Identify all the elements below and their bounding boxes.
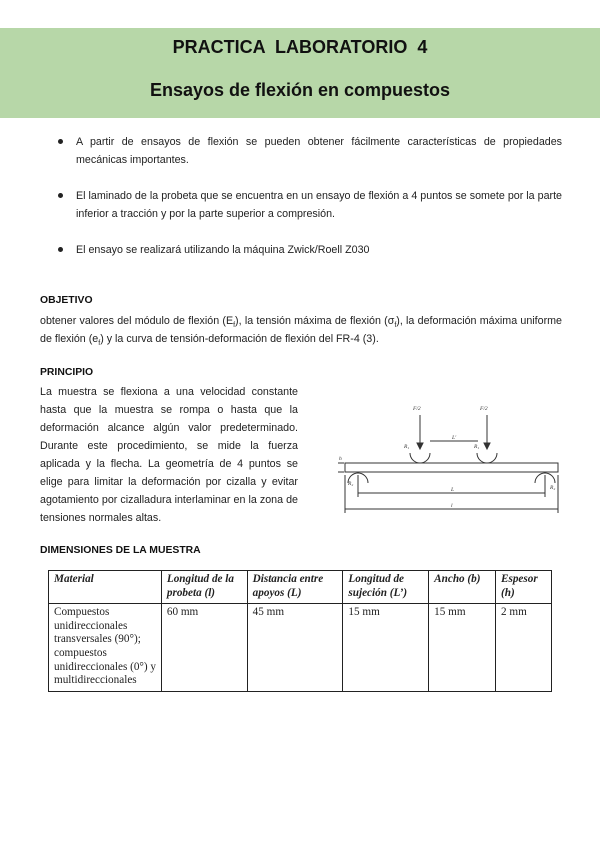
- table-cell: Compuestos unidireccionales transversales (90°); compuestos unidireccionales (0°) y multidireccionales: [49, 604, 162, 692]
- table-cell: 60 mm: [161, 604, 247, 692]
- span-label: L: [451, 487, 455, 493]
- bullet-icon: [58, 193, 63, 198]
- table-cell: 15 mm: [429, 604, 496, 692]
- col-header: Longitud de la probeta (l): [161, 571, 247, 604]
- principio-text: La muestra se flexiona a una velocidad constante hasta que la muestra se rompa o hasta que la deformación alcance algún valor predeterminado. Durante este procedimiento, se mide la fuerza aplicada y la flecha. La geometría de 4 puntos se elige para limitar la deformación por cizalla y evitar agotamiento por cizalladura interlaminar en la zona de tensiones normales altas.: [40, 386, 298, 524]
- load-label-left: F/2: [413, 406, 421, 412]
- bullet-icon: [58, 139, 63, 144]
- loading-nose-left: [410, 453, 430, 463]
- bullet-text: El ensayo se realizará utilizando la máquina Zwick/Roell Z030: [76, 244, 370, 256]
- principio-heading: PRINCIPIO: [40, 367, 94, 378]
- radius-label-right: R₁: [474, 444, 480, 450]
- length-label: l: [451, 503, 453, 509]
- support-radius-label-left: R₂: [348, 481, 354, 487]
- thickness-label: h: [339, 456, 342, 462]
- load-arrowhead-left: [417, 443, 423, 449]
- loading-nose-right: [477, 453, 497, 463]
- support-radius-label-right: R₂: [550, 485, 556, 491]
- load-arrowhead-right: [484, 443, 490, 449]
- list-item: [55, 133, 562, 169]
- list-item: [55, 241, 562, 259]
- page-title: PRACTICA LABORATORIO 4: [172, 37, 428, 57]
- bullet-text: El laminado de la probeta que se encuentra en un ensayo de flexión a 4 puntos se somete por la parte inferior a tracción y por la parte superior a compresión.: [76, 190, 562, 220]
- col-header: Espesor (h): [496, 571, 552, 604]
- title-banner: [0, 28, 600, 118]
- page-subtitle: Ensayos de flexión en compuestos: [149, 80, 451, 100]
- objetivo-heading: OBJETIVO: [40, 295, 93, 306]
- intro-bullet-list: [55, 133, 562, 277]
- bullet-icon: [58, 247, 63, 252]
- span-inner-label: L': [452, 435, 457, 441]
- objetivo-text: obtener valores del módulo de flexión $(E_f)$, la tensión máxima de flexión $(\sigma_f)$, la deformación máxima uniforme de flexión $(e_f)$ y la curva de tensión-deformación de flexión del FR-4 (3).: [40, 315, 562, 348]
- table-header-row: [49, 571, 552, 604]
- list-item: [55, 187, 562, 223]
- bullet-text: A partir de ensayos de flexión se pueden obtener fácilmente características de propiedades mecánicas importantes.: [76, 136, 562, 166]
- specimen-beam: [345, 463, 558, 472]
- dimensions-table: [48, 570, 552, 692]
- four-point-bending-diagram: [340, 397, 565, 517]
- dimensiones-heading: DIMENSIONES DE LA MUESTRA: [40, 545, 201, 556]
- col-header: Material: [49, 571, 162, 604]
- col-header: Ancho (b): [429, 571, 496, 604]
- table-cell: 2 mm: [496, 604, 552, 692]
- load-label-right: F/2: [480, 406, 488, 412]
- col-header: Distancia entre apoyos (L): [247, 571, 343, 604]
- table-cell: 45 mm: [247, 604, 343, 692]
- table-row: [49, 604, 552, 692]
- col-header: Longitud de sujeción (L’): [343, 571, 429, 604]
- table-cell: 15 mm: [343, 604, 429, 692]
- radius-label-left: R₁: [404, 444, 410, 450]
